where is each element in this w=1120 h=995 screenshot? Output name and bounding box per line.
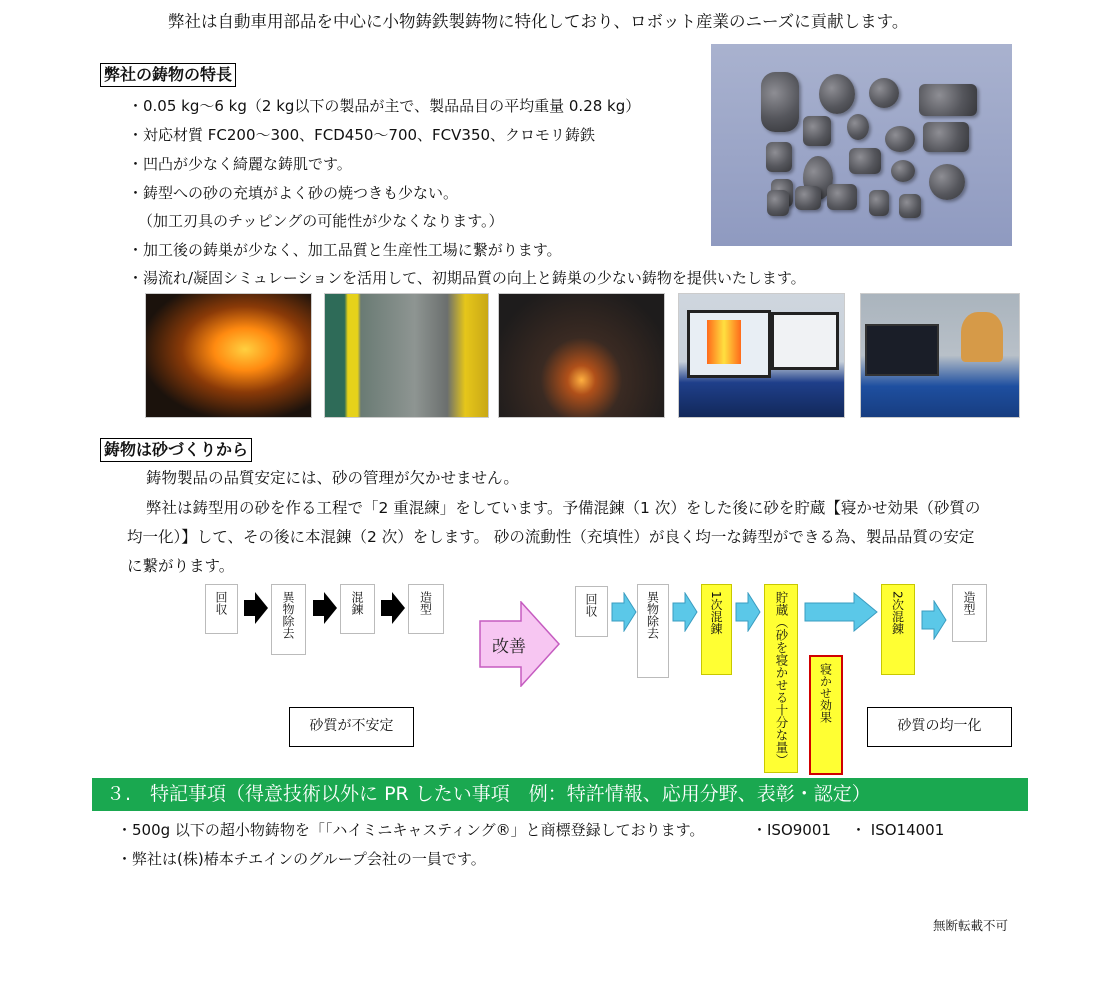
flow-before-step-kneading: 混錬 xyxy=(340,584,375,634)
special-notes-bar: ３. 特記事項（得意技術以外に PR したい事項 例：特許情報、応用分野、表彰・認定） xyxy=(92,778,1028,811)
molding-machine-photo xyxy=(324,293,489,418)
sand-para-line4: に繋がります。 xyxy=(127,557,235,575)
black-arrow-icon xyxy=(381,592,405,628)
molten-metal-photo xyxy=(145,293,312,418)
flow-after-step-molding: 造型 xyxy=(952,584,987,642)
feature-sand-fill: ・鋳型への砂の充填がよく砂の焼つきも少ない。 xyxy=(128,184,459,202)
improve-label: 改善 xyxy=(492,637,526,657)
cyan-arrow-icon xyxy=(921,600,947,644)
sand-para-line1: 鋳物製品の品質安定には、砂の管理が欠かせません。 xyxy=(146,469,519,487)
group-company-line: ・弊社は(株)椿本チエインのグループ会社の一員です。 xyxy=(117,850,486,868)
simulation-work-photo xyxy=(678,293,845,418)
feature-surface: ・凹凸が少なく綺麗な鋳肌です。 xyxy=(128,155,352,173)
feature-chipping-note: （加工刃具のチッピングの可能性が少なくなります。） xyxy=(138,212,504,230)
uniform-sand-note: 砂質の均一化 xyxy=(867,707,1012,747)
feature-simulation: ・湯流れ/凝固シミュレーションを活用して、初期品質の向上と鋳巣の少ない鋳物を提供いたします。 xyxy=(128,269,806,287)
cast-parts-photo xyxy=(711,44,1012,246)
black-arrow-icon xyxy=(313,592,337,628)
features-heading: 弊社の鋳物の特長 xyxy=(100,63,236,87)
flow-after-step-recovery: 回収 xyxy=(575,586,608,637)
no-reproduction-notice: 無断転載不可 xyxy=(933,918,1009,933)
unstable-sand-note: 砂質が不安定 xyxy=(289,707,414,747)
feature-quality: ・加工後の鋳巣が少なく、加工品質と生産性工場に繋がります。 xyxy=(128,241,562,259)
flow-after-step-foreign-removal: 異物除去 xyxy=(637,584,669,678)
black-arrow-icon xyxy=(244,592,268,628)
pouring-line-photo xyxy=(498,293,665,418)
feature-material: ・対応材質 FC200～300、FCD450～700、FCV350、クロモリ鋳鉄 xyxy=(128,126,596,144)
iso9001-label: ・ISO9001 xyxy=(752,821,831,839)
feature-weight: ・0.05 kg～6 kg（2 kg以下の製品が主で、製品品目の平均重量 0.28 kg） xyxy=(128,97,641,115)
flow-after-step-first-kneading: 1次混錬 xyxy=(701,584,732,675)
flow-before-step-molding: 造型 xyxy=(408,584,444,634)
cyan-arrow-icon xyxy=(672,592,698,636)
iso14001-label: ・ ISO14001 xyxy=(851,821,945,839)
intro-text: 弊社は自動車用部品を中心に小物鋳鉄製鋳物に特化しており、ロボット産業のニーズに貢献します。 xyxy=(168,12,909,31)
cyan-arrow-icon xyxy=(735,592,761,636)
cyan-long-arrow-icon xyxy=(804,592,878,636)
flow-before-step-recovery: 回収 xyxy=(205,584,238,634)
trademark-line: ・500g 以下の超小物鋳物を「「ハイミニキャスティング®」と商標登録しております。 xyxy=(117,821,705,839)
storage-effect-box: 寝かせ効果 xyxy=(809,655,843,775)
monitoring-work-photo xyxy=(860,293,1020,418)
sand-para-line2: 弊社は鋳型用の砂を作る工程で「2 重混練」をしています。予備混錬（1 次）をした後に砂を貯蔵【寝かせ効果（砂質の xyxy=(146,499,981,517)
sand-para-line3: 均一化）】して、その後に本混錬（2 次）をします。 砂の流動性（充填性）が良く均一な鋳型ができる為、製品品質の安定 xyxy=(127,528,975,546)
cyan-arrow-icon xyxy=(611,592,637,636)
flow-after-step-storage: 貯蔵（砂を寝かせる十分な量） xyxy=(764,584,798,773)
flow-before-step-foreign-removal: 異物除去 xyxy=(271,584,306,655)
sand-heading: 鋳物は砂づくりから xyxy=(100,438,252,462)
flow-after-step-second-kneading: 2次混錬 xyxy=(881,584,915,675)
